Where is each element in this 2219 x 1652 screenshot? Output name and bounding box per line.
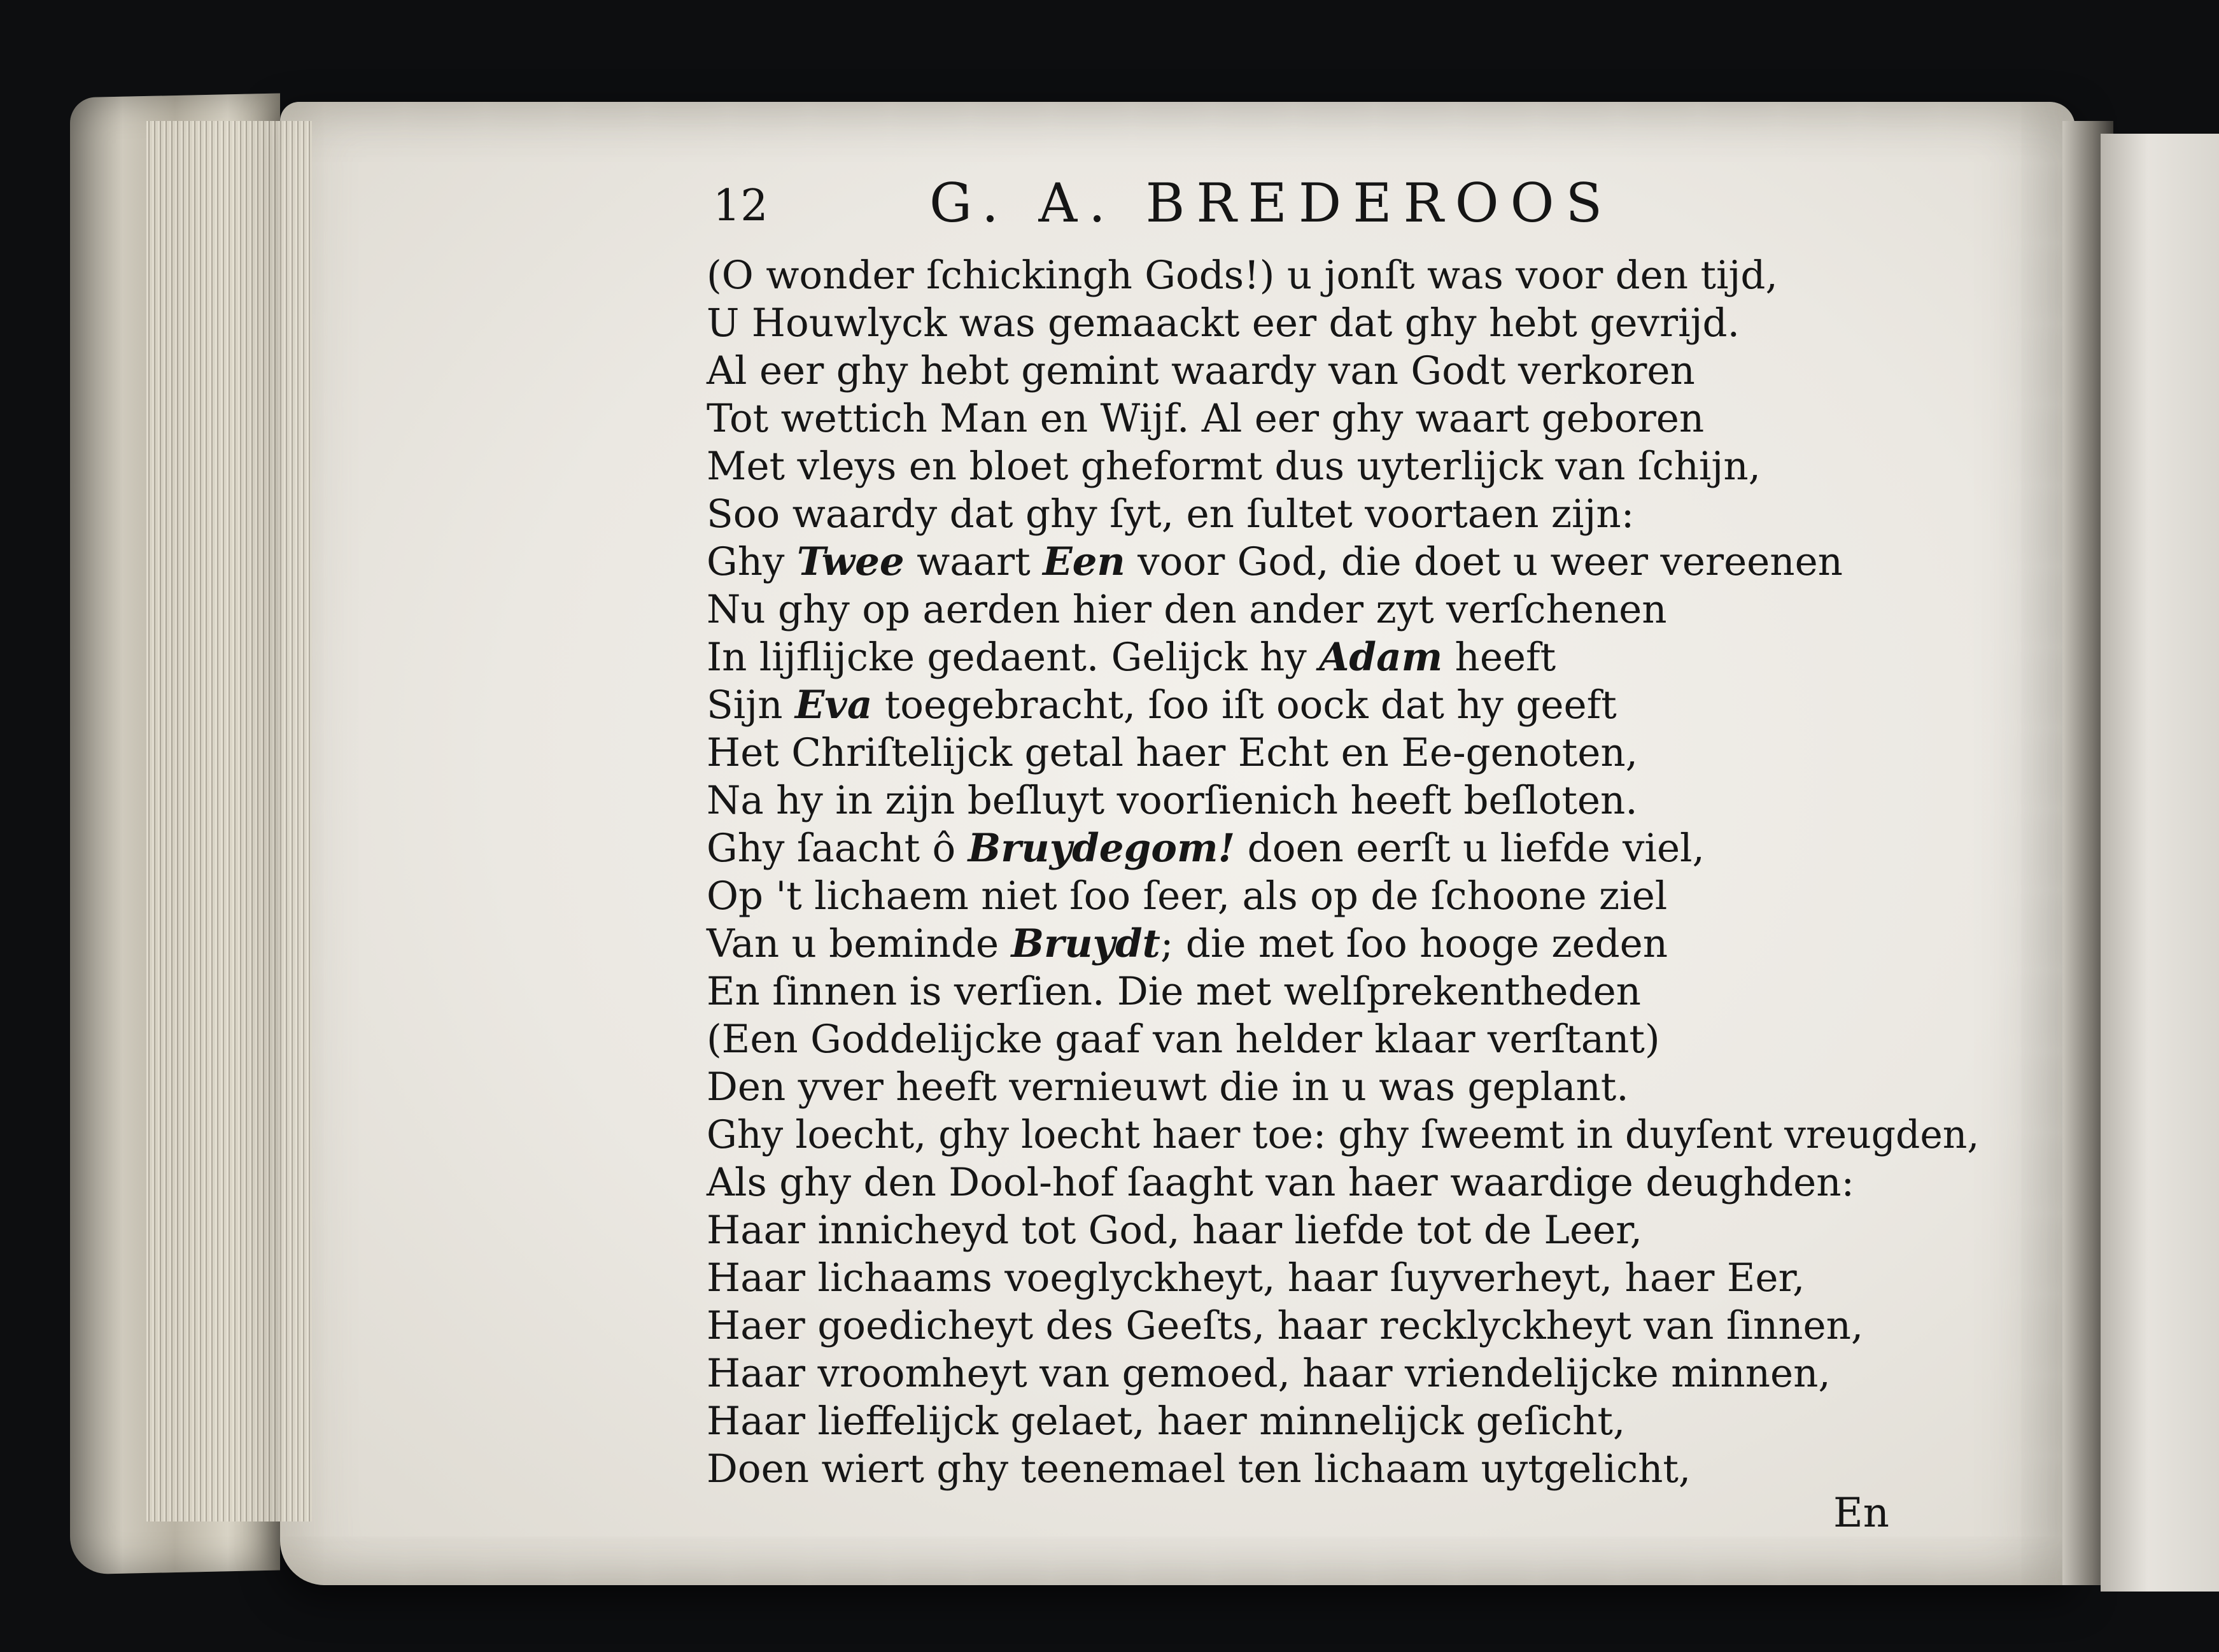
italic-name: Bruydegom!: [968, 826, 1236, 871]
verse-line: [707, 1350, 1980, 1397]
catchword: En: [1833, 1490, 1889, 1537]
verse-segment: ; die met ſoo hooge zeden: [1160, 921, 1668, 966]
verse-line: [707, 1063, 1980, 1111]
verse-segment: Haar vroomheyt van gemoed, haar vriendelijcke minnen,: [707, 1351, 1831, 1396]
verse-segment: (Een Goddelijcke gaaf van helder klaar verſtant): [707, 1017, 1660, 1062]
verse-segment: Haar lieffelijck gelaet, haer minnelijck geſicht,: [707, 1399, 1626, 1444]
page-number: 12: [713, 181, 768, 231]
verse-segment: Het Chriſtelijck getal haer Echt en Ee-genoten,: [707, 730, 1638, 775]
verse-segment: Op 't lichaem niet ſoo ſeer, als op de ſchoone ziel: [707, 873, 1668, 919]
verse-segment: doen eerſt u liefde viel,: [1235, 826, 1705, 871]
verse-line: [707, 824, 1980, 872]
verse-segment: Ghy ſaacht ô: [707, 826, 968, 871]
verse-segment: Sijn: [707, 682, 795, 728]
page-header: [713, 172, 1680, 242]
verse-line: [707, 1015, 1980, 1063]
verse-line: [707, 1302, 1980, 1350]
italic-name: Twee: [796, 539, 905, 584]
verse-line: [707, 1159, 1980, 1206]
verse-segment: Haar lichaams voeglyckheyt, haar ſuyverheyt, haer Eer,: [707, 1255, 1805, 1301]
verse-segment: waart: [904, 539, 1043, 584]
verse-segment: Soo waardy dat ghy ſyt, en ſultet voortaen zijn:: [707, 491, 1635, 537]
italic-name: Bruydt: [1011, 921, 1160, 966]
verse-segment: Al eer ghy hebt gemint waardy van Godt verkoren: [707, 348, 1695, 393]
verse-line: [707, 490, 1980, 538]
verse-segment: Doen wiert ghy teenemael ten lichaam uytgelicht,: [707, 1446, 1691, 1492]
verse-segment: toegebracht, ſoo iſt oock dat hy geeft: [872, 682, 1617, 728]
verse-segment: U Houwlyck was gemaackt eer dat ghy hebt gevrijd.: [707, 300, 1740, 346]
verse-segment: Ghy loecht, ghy loecht haer toe: ghy ſweemt in duyſent vreugden,: [707, 1112, 1980, 1157]
verse-line: [707, 251, 1980, 299]
verse-line: [707, 1445, 1980, 1493]
verse-segment: (O wonder ſchickingh Gods!) u jonſt was voor den tijd,: [707, 253, 1778, 298]
verse-line: [707, 1111, 1980, 1159]
verse-line: [707, 586, 1980, 633]
right-page-edge: [2101, 134, 2219, 1592]
verse-segment: heeft: [1442, 635, 1556, 680]
verse-line: [707, 442, 1980, 490]
italic-name: Een: [1043, 539, 1125, 584]
verse-line: [707, 920, 1980, 968]
verse-line: [707, 299, 1980, 347]
verse-segment: Den yver heeft vernieuwt die in u was geplant.: [707, 1064, 1629, 1110]
running-title: G. A. BREDEROOS: [929, 172, 1614, 234]
verse-line: [707, 538, 1980, 586]
verse-segment: In lijflijcke gedaent. Gelijck hy: [707, 635, 1320, 680]
verse-line: [707, 1254, 1980, 1302]
verse-line: [707, 681, 1980, 729]
verse-segment: Nu ghy op aerden hier den ander zyt verſchenen: [707, 587, 1667, 632]
verse-line: [707, 347, 1980, 395]
verse-segment: Van u beminde: [707, 921, 1011, 966]
verse-segment: Als ghy den Dool-hof ſaaght van haer waardige deughden:: [707, 1160, 1855, 1205]
verse-line: [707, 1397, 1980, 1445]
verse-line: [707, 729, 1980, 777]
verse-segment: Na hy in zijn beſluyt voorſienich heeft beſloten.: [707, 778, 1638, 823]
verse-segment: Haer goedicheyt des Geeſts, haar recklyckheyt van ſinnen,: [707, 1303, 1864, 1348]
verse-line: [707, 968, 1980, 1015]
verse-line: [707, 633, 1980, 681]
verse-line: [707, 872, 1980, 920]
verse-text: [707, 251, 1980, 1493]
verse-line: [707, 1206, 1980, 1254]
verse-segment: Tot wettich Man en Wijf. Al eer ghy waart geboren: [707, 396, 1705, 441]
verse-line: [707, 395, 1980, 442]
verse-segment: Ghy: [707, 539, 797, 584]
italic-name: Adam: [1319, 635, 1443, 680]
verse-segment: Haar innicheyd tot God, haar liefde tot de Leer,: [707, 1208, 1642, 1253]
verse-segment: Met vleys en bloet gheformt dus uyterlijck van ſchijn,: [707, 444, 1761, 489]
italic-name: Eva: [794, 682, 873, 728]
verse-line: [707, 777, 1980, 824]
verse-segment: voor God, die doet u weer vereenen: [1125, 539, 1843, 584]
verse-segment: En ſinnen is verſien. Die met welſprekentheden: [707, 969, 1641, 1014]
page-edges: [146, 121, 312, 1521]
